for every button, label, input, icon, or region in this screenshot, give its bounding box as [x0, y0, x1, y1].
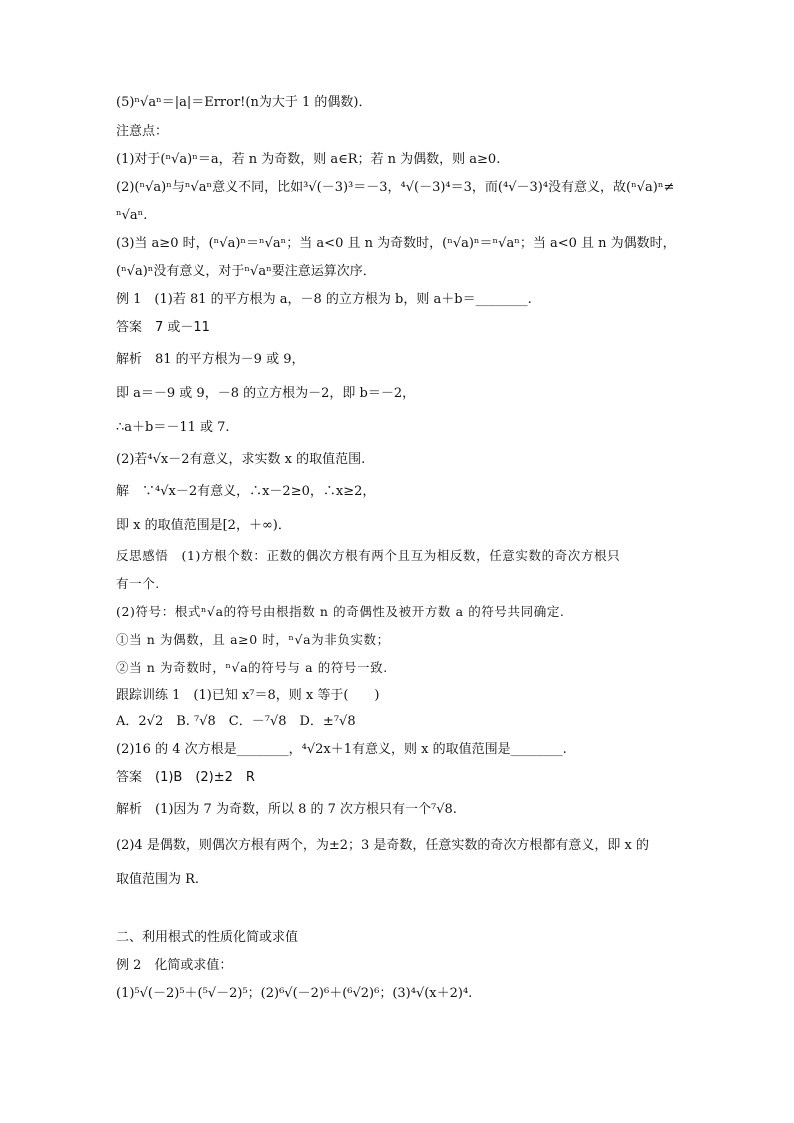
- reflection-2: (2)符号：根式ⁿ√a的符号由根指数 n 的奇偶性及被开方数 a 的符号共同确定.: [116, 604, 565, 619]
- example-2-heading: 例 2 化简或求值：: [116, 958, 233, 973]
- example-1-question-1: 例 1 (1)若 81 的平方根为 a，－8 的立方根为 b，则 a＋b＝________.: [116, 292, 532, 307]
- practice-1-question-2: (2)16 的 4 次方根是________，⁴√2x＋1有意义，则 x 的取值范围是________.: [116, 742, 567, 757]
- analysis-1-step-2: 即 a＝－9 或 9，－8 的立方根为－2，即 b＝－2，: [116, 386, 416, 401]
- note-3: (3)当 a≥0 时，(ⁿ√a)ⁿ＝ⁿ√aⁿ；当 a<0 且 n 为奇数时，(ⁿ√a)ⁿ＝ⁿ√aⁿ；当 a<0 且 n 为偶数时，: [116, 236, 676, 251]
- example-1-question-2: (2)若⁴√x－2有意义，求实数 x 的取值范围.: [116, 452, 366, 467]
- analysis-1-step-3: ∴a＋b＝－11 或 7.: [116, 420, 230, 435]
- reflection-2-case-1: ①当 n 为偶数，且 a≥0 时，ⁿ√a为非负实数；: [116, 632, 390, 647]
- practice-1-question-1: 跟踪训练 1 (1)已知 x⁷＝8，则 x 等于( ): [116, 688, 380, 703]
- reflection-1: 反思感悟 (1)方根个数：正数的偶次方根有两个且互为相反数，任意实数的奇次方根只: [116, 548, 621, 563]
- analysis-practice-2-cont: 取值范围为 R.: [116, 872, 200, 887]
- answer-1: 答案 7 或－11: [116, 320, 210, 335]
- note-1: (1)对于(ⁿ√a)ⁿ＝a，若 n 为奇数，则 a∈R；若 n 为偶数，则 a≥0.: [116, 152, 501, 167]
- example-2-problems: (1)⁵√(－2)⁵＋(⁵√－2)⁵；(2)⁶√(－2)⁶＋(⁶√2)⁶；(3)⁴√(x＋2)⁴.: [116, 986, 473, 1001]
- note-2-cont: ⁿ√aⁿ.: [116, 208, 148, 223]
- practice-1-options: A．2√2 B. ⁷√8 C．－⁷√8 D．±⁷√8: [116, 714, 356, 729]
- formula-line-5: (5)ⁿ√aⁿ＝|a|＝Error!(n为大于 1 的偶数)．: [116, 95, 372, 110]
- analysis-practice-2: (2)4 是偶数，则偶次方根有两个，为±2；3 是奇数，任意实数的奇次方根都有意义，即 x 的: [116, 838, 649, 853]
- solution-1: 解 ∵⁴√x－2有意义，∴x－2≥0，∴x≥2，: [116, 484, 376, 499]
- answer-practice-1: 答案 (1)B (2)±2 R: [116, 770, 255, 785]
- section-heading-2: 二、利用根式的性质化简或求值: [116, 930, 299, 945]
- note-heading: 注意点：: [116, 124, 169, 139]
- note-3-cont: (ⁿ√a)ⁿ没有意义，对于ⁿ√aⁿ要注意运算次序．: [116, 264, 376, 279]
- solution-1-range: 即 x 的取值范围是[2，＋∞)．: [116, 518, 291, 533]
- note-2: (2)(ⁿ√a)ⁿ与ⁿ√aⁿ意义不同，比如³√(－3)³＝－3，⁴√(－3)⁴＝3，而(⁴√－3)⁴没有意义，故(ⁿ√a)ⁿ≠: [116, 180, 675, 195]
- analysis-practice-1: 解析 (1)因为 7 为奇数，所以 8 的 7 次方根只有一个⁷√8.: [116, 802, 457, 817]
- reflection-1-cont: 有一个.: [116, 576, 160, 591]
- analysis-1: 解析 81 的平方根为－9 或 9，: [116, 352, 305, 367]
- reflection-2-case-2: ②当 n 为奇数时，ⁿ√a的符号与 a 的符号一致.: [116, 660, 388, 675]
